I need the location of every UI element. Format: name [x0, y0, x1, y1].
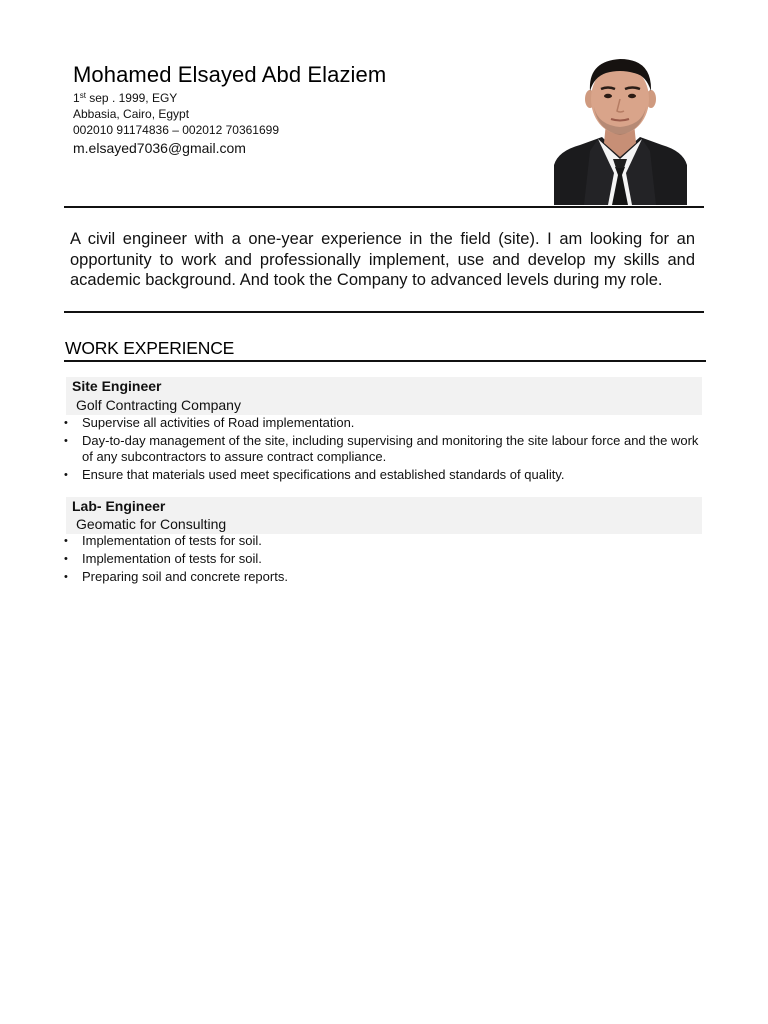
bullet-icon: • — [64, 571, 68, 583]
job-header-site-engineer — [66, 377, 702, 415]
list-item: • Day-to-day management of the site, including supervising and monitoring the site labour force and the work of any subcontractors to assure contract compliance. — [64, 433, 699, 464]
bullet-icon: • — [64, 435, 68, 447]
header-divider — [64, 206, 704, 208]
birth-date — [73, 90, 279, 106]
work-experience-heading: WORK EXPERIENCE — [65, 338, 235, 358]
profile-summary: A civil engineer with a one-year experience in the field (site). I am looking for an opportunity to work and professionally implement, use and develop my skills and academic background. And took the Company to advanced levels during my role. — [70, 230, 695, 289]
list-item: • Ensure that materials used meet specifications and established standards of quality. — [64, 467, 565, 482]
list-item: • Implementation of tests for soil. — [64, 551, 262, 566]
email-address: m.elsayed7036@gmail.com — [73, 140, 246, 156]
bullet-icon: • — [64, 469, 68, 481]
job-company: Golf Contracting Company — [76, 397, 241, 413]
birth-day-suffix: st — [79, 91, 86, 100]
list-item: • Preparing soil and concrete reports. — [64, 569, 288, 584]
candidate-name: Mohamed Elsayed Abd Elaziem — [73, 62, 387, 87]
job-duties-list — [64, 533, 704, 587]
bullet-icon: • — [64, 553, 68, 565]
list-item: • Supervise all activities of Road implementation. — [64, 415, 355, 430]
address: Abbasia, Cairo, Egypt — [73, 107, 190, 121]
birth-day: 1 — [73, 91, 80, 105]
job-title: Site Engineer — [72, 378, 162, 394]
phone-numbers: 002010 91174836 – 002012 70361699 — [73, 123, 279, 137]
job-company: Geomatic for Consulting — [76, 516, 227, 532]
job-title: Lab- Engineer — [72, 498, 166, 514]
contact-block — [73, 90, 279, 138]
profile-photo — [554, 55, 687, 205]
job-header-lab-engineer — [66, 497, 702, 534]
job-duties-list — [64, 415, 704, 485]
bullet-icon: • — [64, 535, 68, 547]
bullet-icon: • — [64, 417, 68, 429]
list-item: • Implementation of tests for soil. — [64, 533, 262, 548]
birth-rest: sep . 1999, EGY — [85, 91, 178, 105]
work-experience-divider — [64, 360, 706, 362]
summary-divider — [64, 311, 704, 313]
